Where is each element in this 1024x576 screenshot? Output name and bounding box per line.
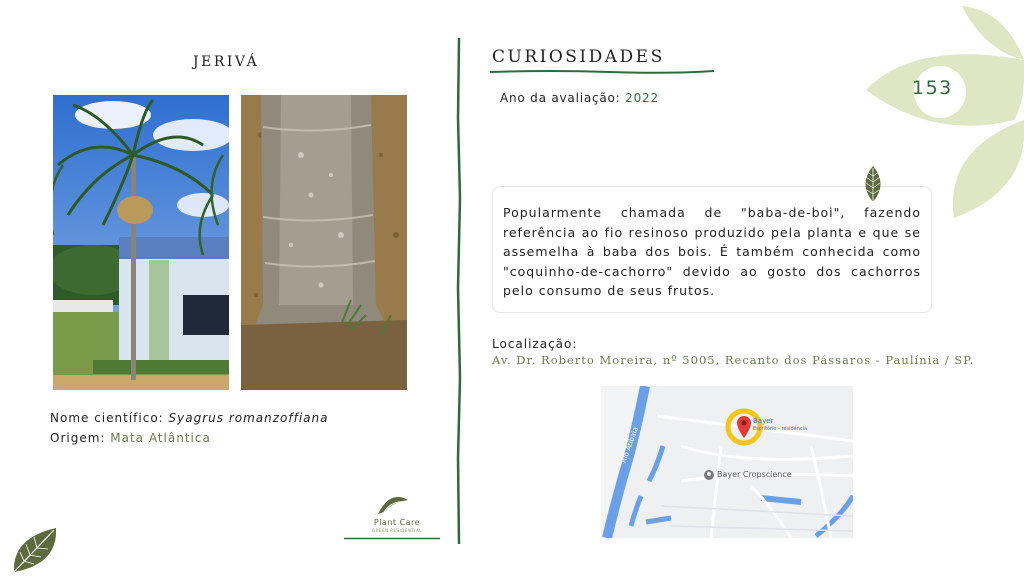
vertical-divider <box>456 38 462 544</box>
evaluation-year-line <box>500 91 659 105</box>
map-marker-sublabel: Escritório - residência <box>753 426 808 432</box>
location-address: Av. Dr. Roberto Moreira, nº 5005, Recanto dos Pássaros - Paulínia / SP. <box>492 353 975 367</box>
palm-tree-photo <box>53 95 229 390</box>
scientific-name-line <box>50 411 329 425</box>
trunk-photo <box>241 95 407 390</box>
plant-care-logo <box>344 490 440 542</box>
section-title: CURIOSIDADES <box>492 47 665 67</box>
logo-underline <box>344 537 440 540</box>
origin-line <box>50 431 211 445</box>
map-marker-label: Bayer <box>753 417 774 425</box>
leaf-icon <box>10 524 62 576</box>
location-map[interactable] <box>601 386 853 538</box>
map-place-label: Bayer Cropscience <box>717 470 792 479</box>
origin-value: Mata Atlântica <box>110 431 211 445</box>
description-text: Popularmente chamada de "baba-de-boi", fazendo referência ao fio resinoso produzido pela planta e que se assemelha à baba dos bois. É também conhecida como "coquinho-de-cachorro" devido ao gosto dos cachorros pelo consumo de seus frutos. <box>503 205 921 298</box>
evaluation-year-value: 2022 <box>625 91 659 105</box>
page-number: 153 <box>912 77 953 99</box>
location-label: Localização: <box>492 337 578 351</box>
evaluation-year-label: Ano da avaliação: <box>500 91 626 105</box>
title-underline <box>490 68 714 76</box>
leaf-icon <box>862 164 884 204</box>
logo-tagline: GREEN RESIDENTIAL <box>372 528 422 533</box>
logo-name: Plant Care <box>373 518 421 527</box>
plant-title: JERIVÁ <box>193 54 260 70</box>
scientific-name-label: Nome científico: <box>50 411 169 425</box>
origin-label: Origem: <box>50 431 111 445</box>
map-river-label: Rio Atibaia <box>619 425 641 465</box>
scientific-name-value: Syagrus romanzoffiana <box>168 411 329 425</box>
